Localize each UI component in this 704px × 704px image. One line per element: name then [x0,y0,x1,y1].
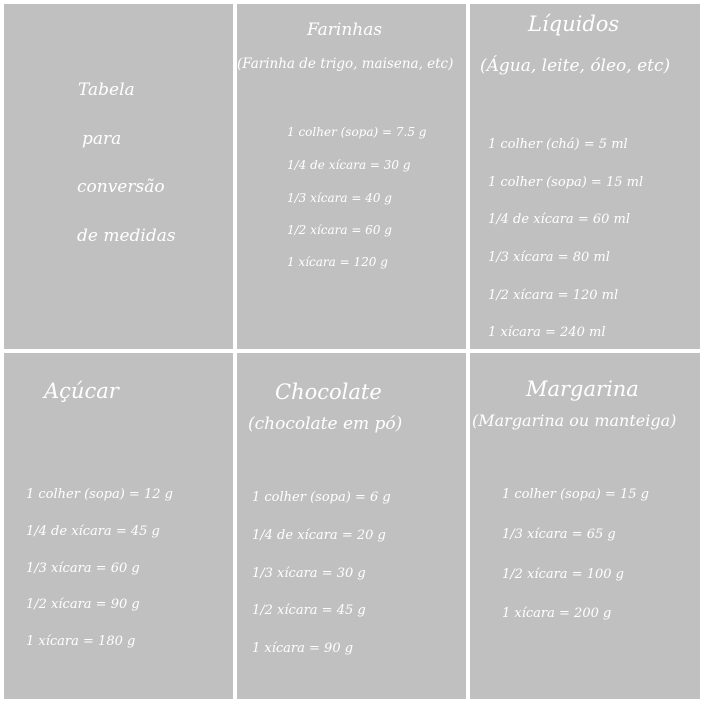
liquidos-title: Líquidos [528,12,620,36]
chocolate-cell [237,353,466,699]
margarina-row: 1/3 xícara = 65 g [502,527,616,542]
acucar-cell [4,353,233,699]
acucar-row: 1/3 xícara = 60 g [26,561,140,576]
intro-line: Tabela [78,80,135,100]
intro-line: para [82,129,122,149]
chocolate-subtitle: (chocolate em pó) [248,414,403,434]
chocolate-row: 1/3 xícara = 30 g [252,566,366,581]
margarina-row: 1 xícara = 200 g [502,606,612,621]
chocolate-title: Chocolate [275,380,382,404]
farinhas-row: 1/3 xícara = 40 g [287,191,392,205]
farinhas-title: Farinhas [307,20,383,40]
farinhas-row: 1 colher (sopa) = 7.5 g [287,125,427,139]
liquidos-cell [470,4,700,349]
farinhas-row: 1 xícara = 120 g [287,255,388,269]
farinhas-cell [237,4,466,349]
liquidos-row: 1/2 xícara = 120 ml [488,288,619,303]
margarina-cell [470,353,700,699]
farinhas-row: 1/4 de xícara = 30 g [287,158,411,172]
farinhas-subtitle: (Farinha de trigo, maisena, etc) [237,56,454,72]
margarina-row: 1/2 xícara = 100 g [502,567,624,582]
margarina-row: 1 colher (sopa) = 15 g [502,487,649,502]
intro-line: conversão [77,177,165,197]
margarina-subtitle: (Margarina ou manteiga) [472,411,677,430]
liquidos-row: 1/4 de xícara = 60 ml [488,212,631,227]
farinhas-row: 1/2 xícara = 60 g [287,223,392,237]
liquidos-row: 1/3 xícara = 80 ml [488,250,610,265]
liquidos-subtitle: (Água, leite, óleo, etc) [480,56,671,76]
acucar-row: 1 colher (sopa) = 12 g [26,487,173,502]
acucar-title: Açúcar [44,379,119,403]
acucar-row: 1 xícara = 180 g [26,634,136,649]
acucar-row: 1/4 de xícara = 45 g [26,524,160,539]
chocolate-row: 1/2 xícara = 45 g [252,603,366,618]
chocolate-row: 1 colher (sopa) = 6 g [252,490,391,505]
intro-cell [4,4,233,349]
liquidos-row: 1 colher (chá) = 5 ml [488,137,628,152]
liquidos-row: 1 colher (sopa) = 15 ml [488,175,644,190]
margarina-title: Margarina [526,377,639,401]
intro-line: de medidas [77,226,176,246]
chocolate-row: 1 xícara = 90 g [252,641,354,656]
acucar-row: 1/2 xícara = 90 g [26,597,140,612]
liquidos-row: 1 xícara = 240 ml [488,325,606,340]
chocolate-row: 1/4 de xícara = 20 g [252,528,386,543]
